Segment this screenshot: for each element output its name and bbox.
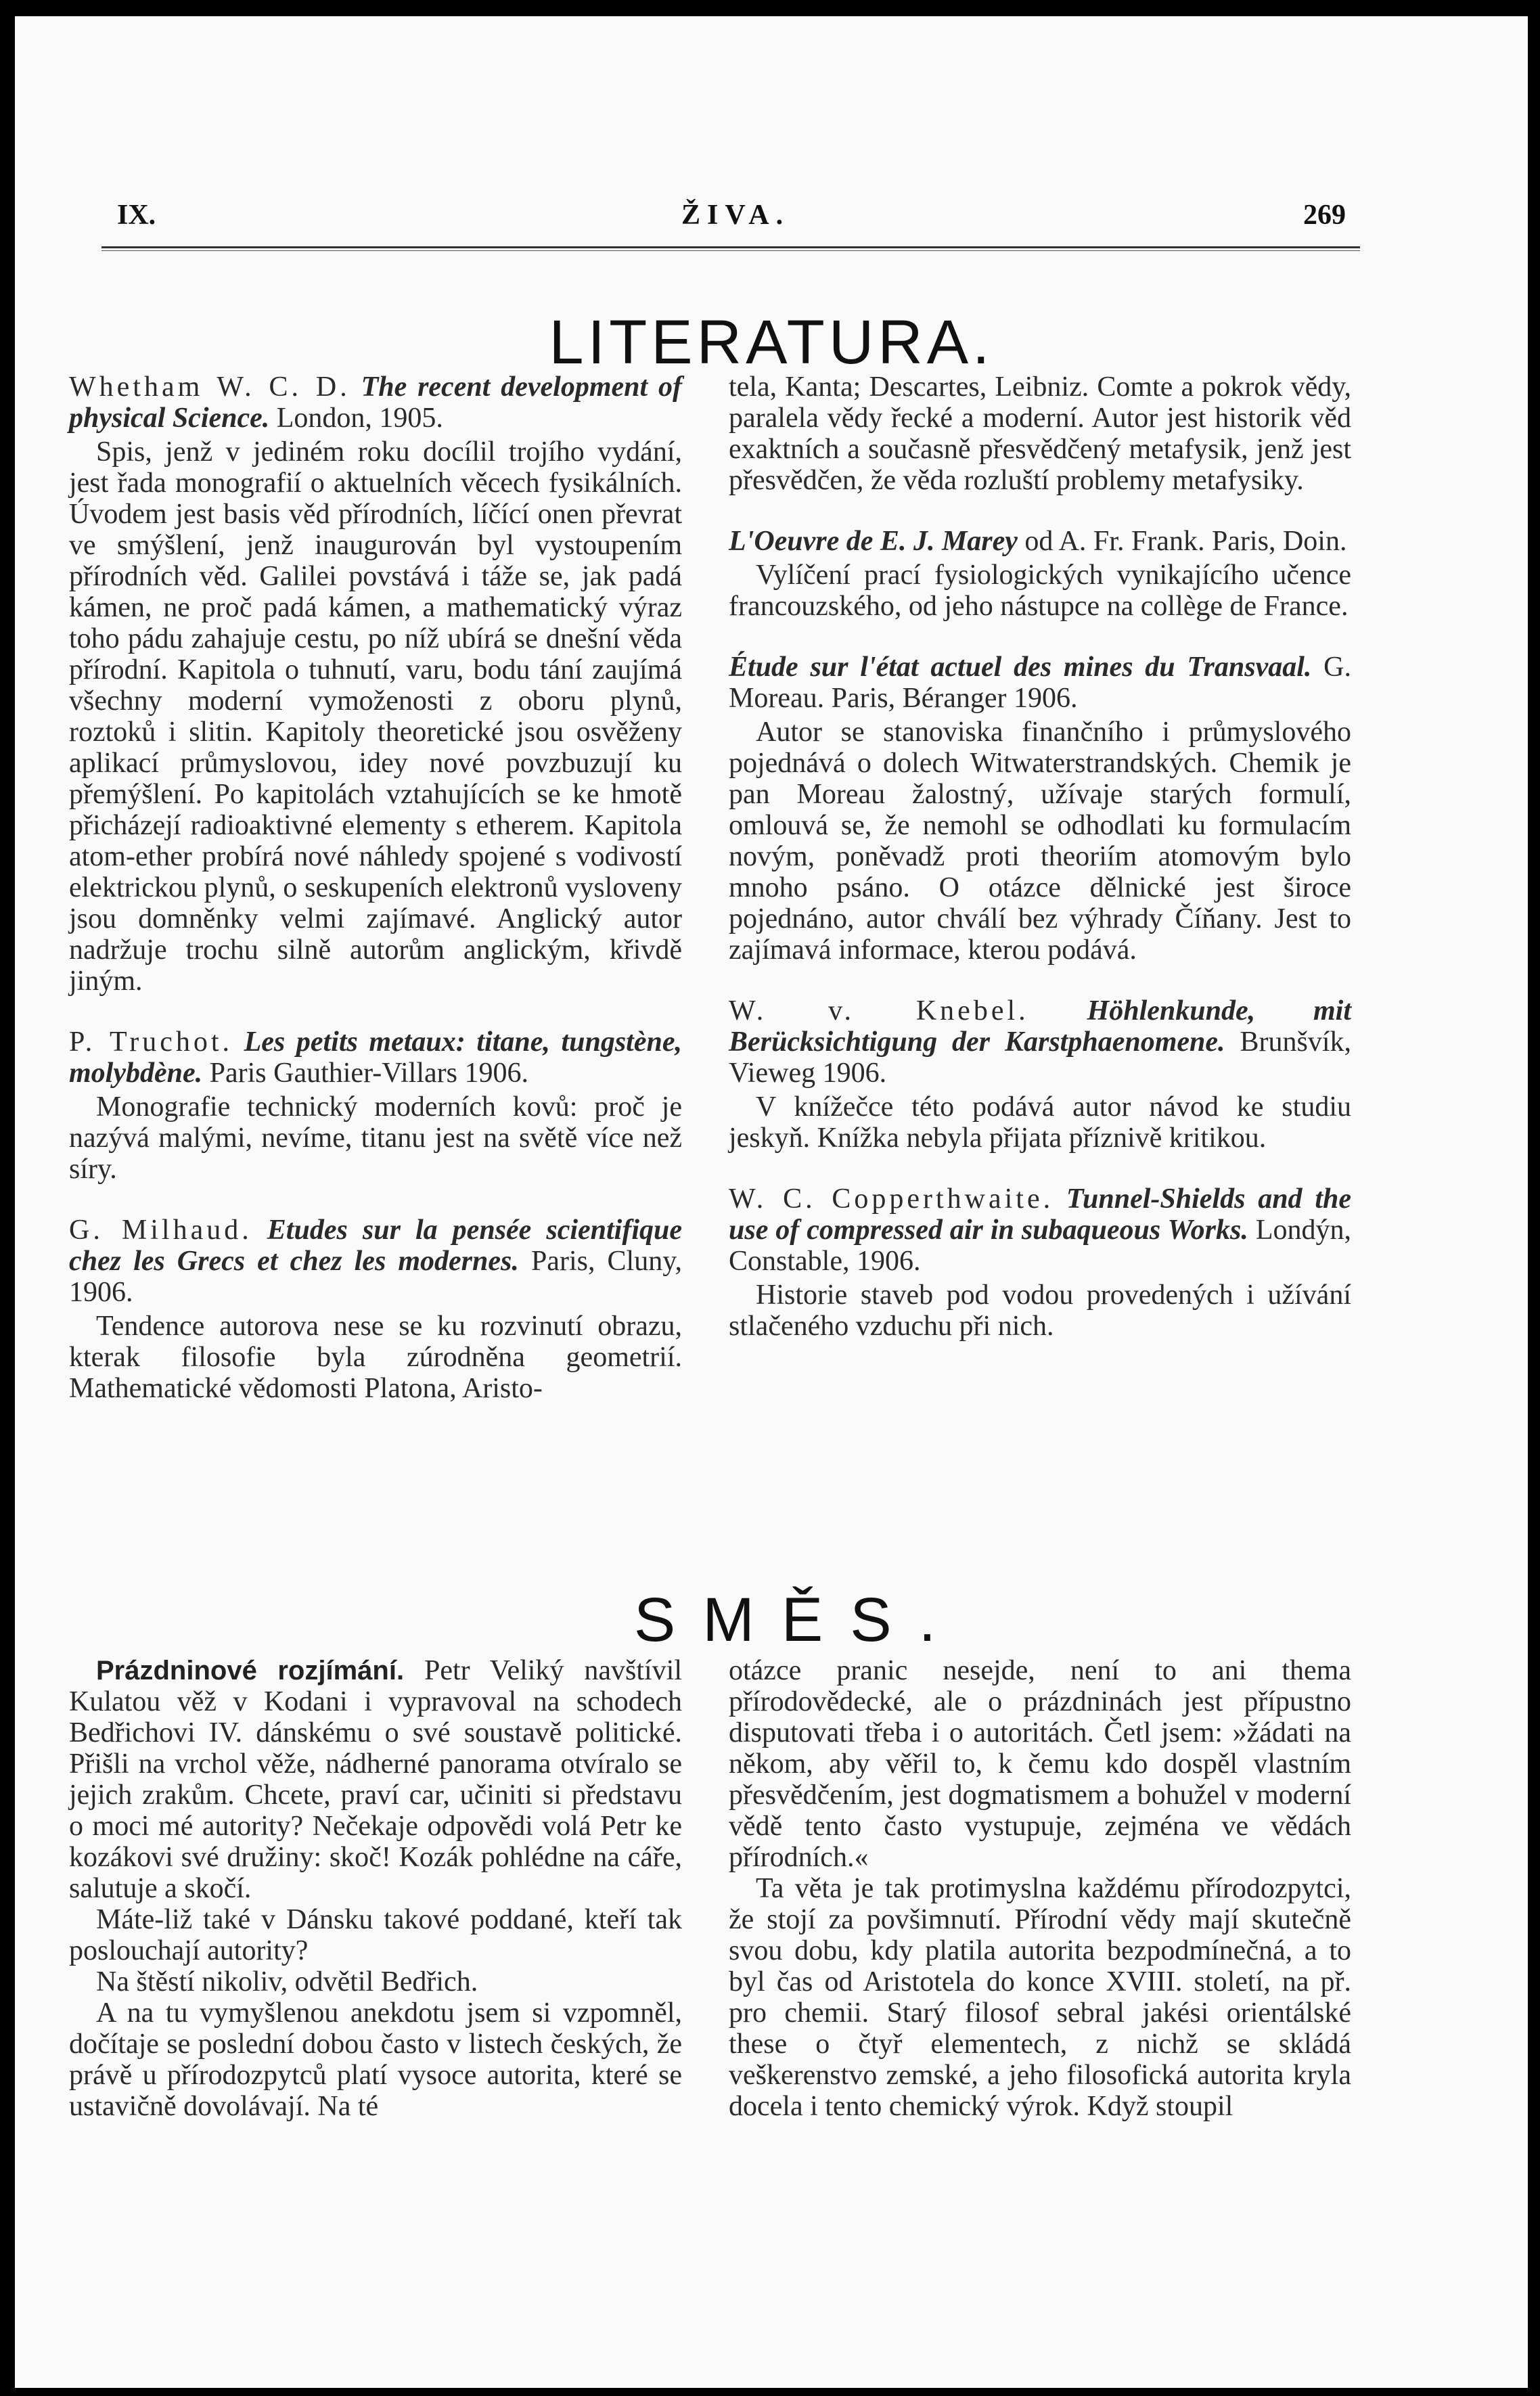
entry-author: Whetham W. C. D. <box>69 371 350 403</box>
entry-review-text: Tendence autorova nese se ku rozvinutí obrazu, kterak filosofie byla zúrodněna geometrií. Mathematické vědomosti Platona, Aristo- <box>69 1311 682 1404</box>
entry-publication: London, 1905. <box>269 403 443 434</box>
smes-paragraph: otázce pranic nesejde, není to ani thema přírodovědecké, ale o prázdninách jest přípustno disputovati třeba i o autoritách. Četl jsem: »žádati na někom, aby věřil to, k čemu kdo dospěl vlastním přesvědčením, jest dogmatismem a bohužel v moderní vědě tento často vystupuje, zejména ve vědách přírodních.« <box>729 1655 1351 1873</box>
entry-review-text: Spis, jenž v jediném roku docílil trojího vydání, jest řada monografií o aktuelních věcech fysikálních. Úvodem jest basis věd přírodních, líčící onen převrat ve smýšlení, jenž inaugurován byl vystoupením přírodních věd. Galilei povstává i táže se, jak padá kámen, ne proč padá kámen, a mathematický výraz toho pádu zahajuje cestu, po níž ubírá se dnešní věda přírodní. Kapitola o tuhnutí, varu, bodu tání zaujímá všechny moderní vymoženosti z oboru plynů, roztoků i slitin. Kapitoly theoretické jsou osvěženy aplikací průmyslovou, idey nové povzbuzují ku přemýšlení. Po kapitolách vztahujících se ke hmotě přicházejí radioaktivné elementy s etherem. Kapitola atom-ether probírá nové náhledy spojené s vodivostí elektrickou plynů, o seskupeních elektronů vysloveny jsou domněnky velmi zajímavé. Anglický autor nadržuje trochu silně autorům anglickým, křivdě jiným. <box>69 436 682 997</box>
entry-publication: Paris, Cluny, 1906. <box>69 1246 682 1308</box>
page-sheet <box>15 16 1528 2388</box>
smes-paragraph <box>69 1655 682 1904</box>
bibliographic-reference <box>729 1183 1351 1277</box>
entry-review-text: Historie staveb pod vodou provedených i užívání stlačeného vzduchu při nich. <box>729 1280 1351 1342</box>
entry-author: P. Truchot. <box>69 1026 233 1058</box>
header-rule <box>101 246 1360 248</box>
journal-name: ŽIVA. <box>681 200 790 231</box>
smes-paragraph: Ta věta je tak protimyslna každému přírodozpytci, že stojí za povšimnutí. Přírodní vědy mají skutečně svou dobu, kdy platila autorita bezpodmínečná, a to byl čas od Aristotela do konce XVIII. století, na př. pro chemii. Starý filosof sebral jakési orientálské these o čtyř elementech, z nichž se skládá veškerenstvo zemské, a jeho filosofická autorita kryla docela i tento chemický výrok. Když stoupil <box>729 1873 1351 2122</box>
literature-entry <box>729 995 1351 1154</box>
smes-paragraph-text: Petr Veliký navštívil Kulatou věž v Kodani i vypravoval na schodech Bedřichovi IV. dánskému o své soustavě politické. Přišli na vrchol věže, nádherné panorama otvíralo se jejich zrakům. Chcete, praví car, učiniti si představu o moci mé autority? Nečekaje odpovědi volá Petr ke kozákovi své družiny: skoč! Kozák pohlédne na cáře, salutuje a skočí. <box>69 1655 682 1904</box>
smes-subheading: Prázdninové rozjímání. <box>96 1656 405 1686</box>
smes-paragraph: A na tu vymyšlenou anekdotu jsem si vzpomněl, dočítaje se poslední dobou často v listech českých, že právě u přírodozpytců platí vysoce autorita, které se ustavičně dovolávají. Na té <box>69 1997 682 2122</box>
entry-work-title: Tunnel-Shields and the use of compressed air in subaqueous Works. <box>729 1183 1351 1246</box>
entry-work-title: L'Oeuvre de E. J. Marey <box>729 526 1018 557</box>
entry-publication: od A. Fr. Frank. Paris, Doin. <box>1017 526 1347 557</box>
entry-work-title: Les petits metaux: titane, tungstène, molybdène. <box>69 1026 682 1089</box>
entry-work-title: Étude sur l'état actuel des mines du Transvaal. <box>729 652 1312 683</box>
entry-review-text: tela, Kanta; Descartes, Leibniz. Comte a pokrok vědy, paralela vědy řecké a moderní. Autor jest historik věd exaktních a současně přesvědčený metafysik, jenž jest přesvědčen, že věda rozluští problemy metafysiky. <box>729 371 1351 496</box>
literature-entry <box>69 1026 682 1185</box>
literature-entry <box>729 1183 1351 1342</box>
literature-entry <box>729 371 1351 496</box>
page-number: 269 <box>1303 200 1346 231</box>
bibliographic-reference <box>69 371 682 434</box>
smes-paragraph: Máte-liž také v Dánsku takové poddané, kteří tak poslouchají autority? <box>69 1904 682 1966</box>
literatura-column-right <box>729 371 1351 1372</box>
bibliographic-reference <box>69 1215 682 1308</box>
literatura-column-left <box>69 371 682 1434</box>
entry-review-text: Monografie technický moderních kovů: proč je nazývá malými, nevíme, titanu jest na světě více než síry. <box>69 1091 682 1185</box>
bibliographic-reference <box>69 1026 682 1089</box>
entry-work-title: The recent development of physical Science. <box>69 371 682 434</box>
entry-author: W. v. Knebel. <box>729 995 1029 1026</box>
entry-publication: Brunšvík, Vieweg 1906. <box>729 1026 1351 1089</box>
smes-column-left <box>69 1655 682 2122</box>
literature-entry <box>69 1215 682 1404</box>
entry-publication: G. Moreau. Paris, Béranger 1906. <box>729 652 1351 714</box>
section-title-smes: SMĚS. <box>633 1585 964 1654</box>
smes-paragraph: Na štěstí nikoliv, odvětil Bedřich. <box>96 1966 478 1997</box>
literature-entry <box>729 652 1351 966</box>
smes-column-right <box>729 1655 1351 2122</box>
literature-entry <box>729 526 1351 622</box>
header-rule-thin <box>101 250 1360 251</box>
entry-author: G. Milhaud. <box>69 1215 252 1246</box>
entry-review-text: Vylíčení prací fysiologických vynikajícího učence francouzského, od jeho nástupce na collège de France. <box>729 560 1351 622</box>
bibliographic-reference <box>729 995 1351 1089</box>
entry-review-text: V knížečce této podává autor návod ke studiu jeskyň. Knížka nebyla přijata příznivě kritikou. <box>729 1091 1351 1154</box>
entry-work-title: Etudes sur la pensée scientifique chez les Grecs et chez les modernes. <box>69 1215 683 1277</box>
running-header <box>93 199 1351 240</box>
section-title-literatura: LITERATURA. <box>549 308 994 377</box>
bibliographic-reference <box>729 652 1351 714</box>
entry-review-text: Autor se stanoviska finančního i průmyslového pojednává o dolech Witwaterstrandských. Chemik je pan Moreau žalostný, užívaje starých formulí, omlouvá se, že nemohl se odhodlati ku formulacím novým, poněvadž proti theoriím atomovým bylo mnoho psáno. O otázce dělnické jest široce pojednáno, autor chválí bez výhrady Číňany. Jest to zajímavá informace, kterou podává. <box>729 717 1351 966</box>
entry-publication: Londýn, Constable, 1906. <box>729 1215 1351 1277</box>
literature-entry <box>69 371 682 997</box>
entry-author: W. C. Copperthwaite. <box>729 1183 1054 1215</box>
volume-number: IX. <box>117 200 156 231</box>
bibliographic-reference <box>729 526 1351 557</box>
entry-work-title: Höhlenkunde, mit Berücksichtigung der Karstphaenomene. <box>729 995 1352 1058</box>
entry-publication: Paris Gauthier-Villars 1906. <box>202 1058 528 1089</box>
